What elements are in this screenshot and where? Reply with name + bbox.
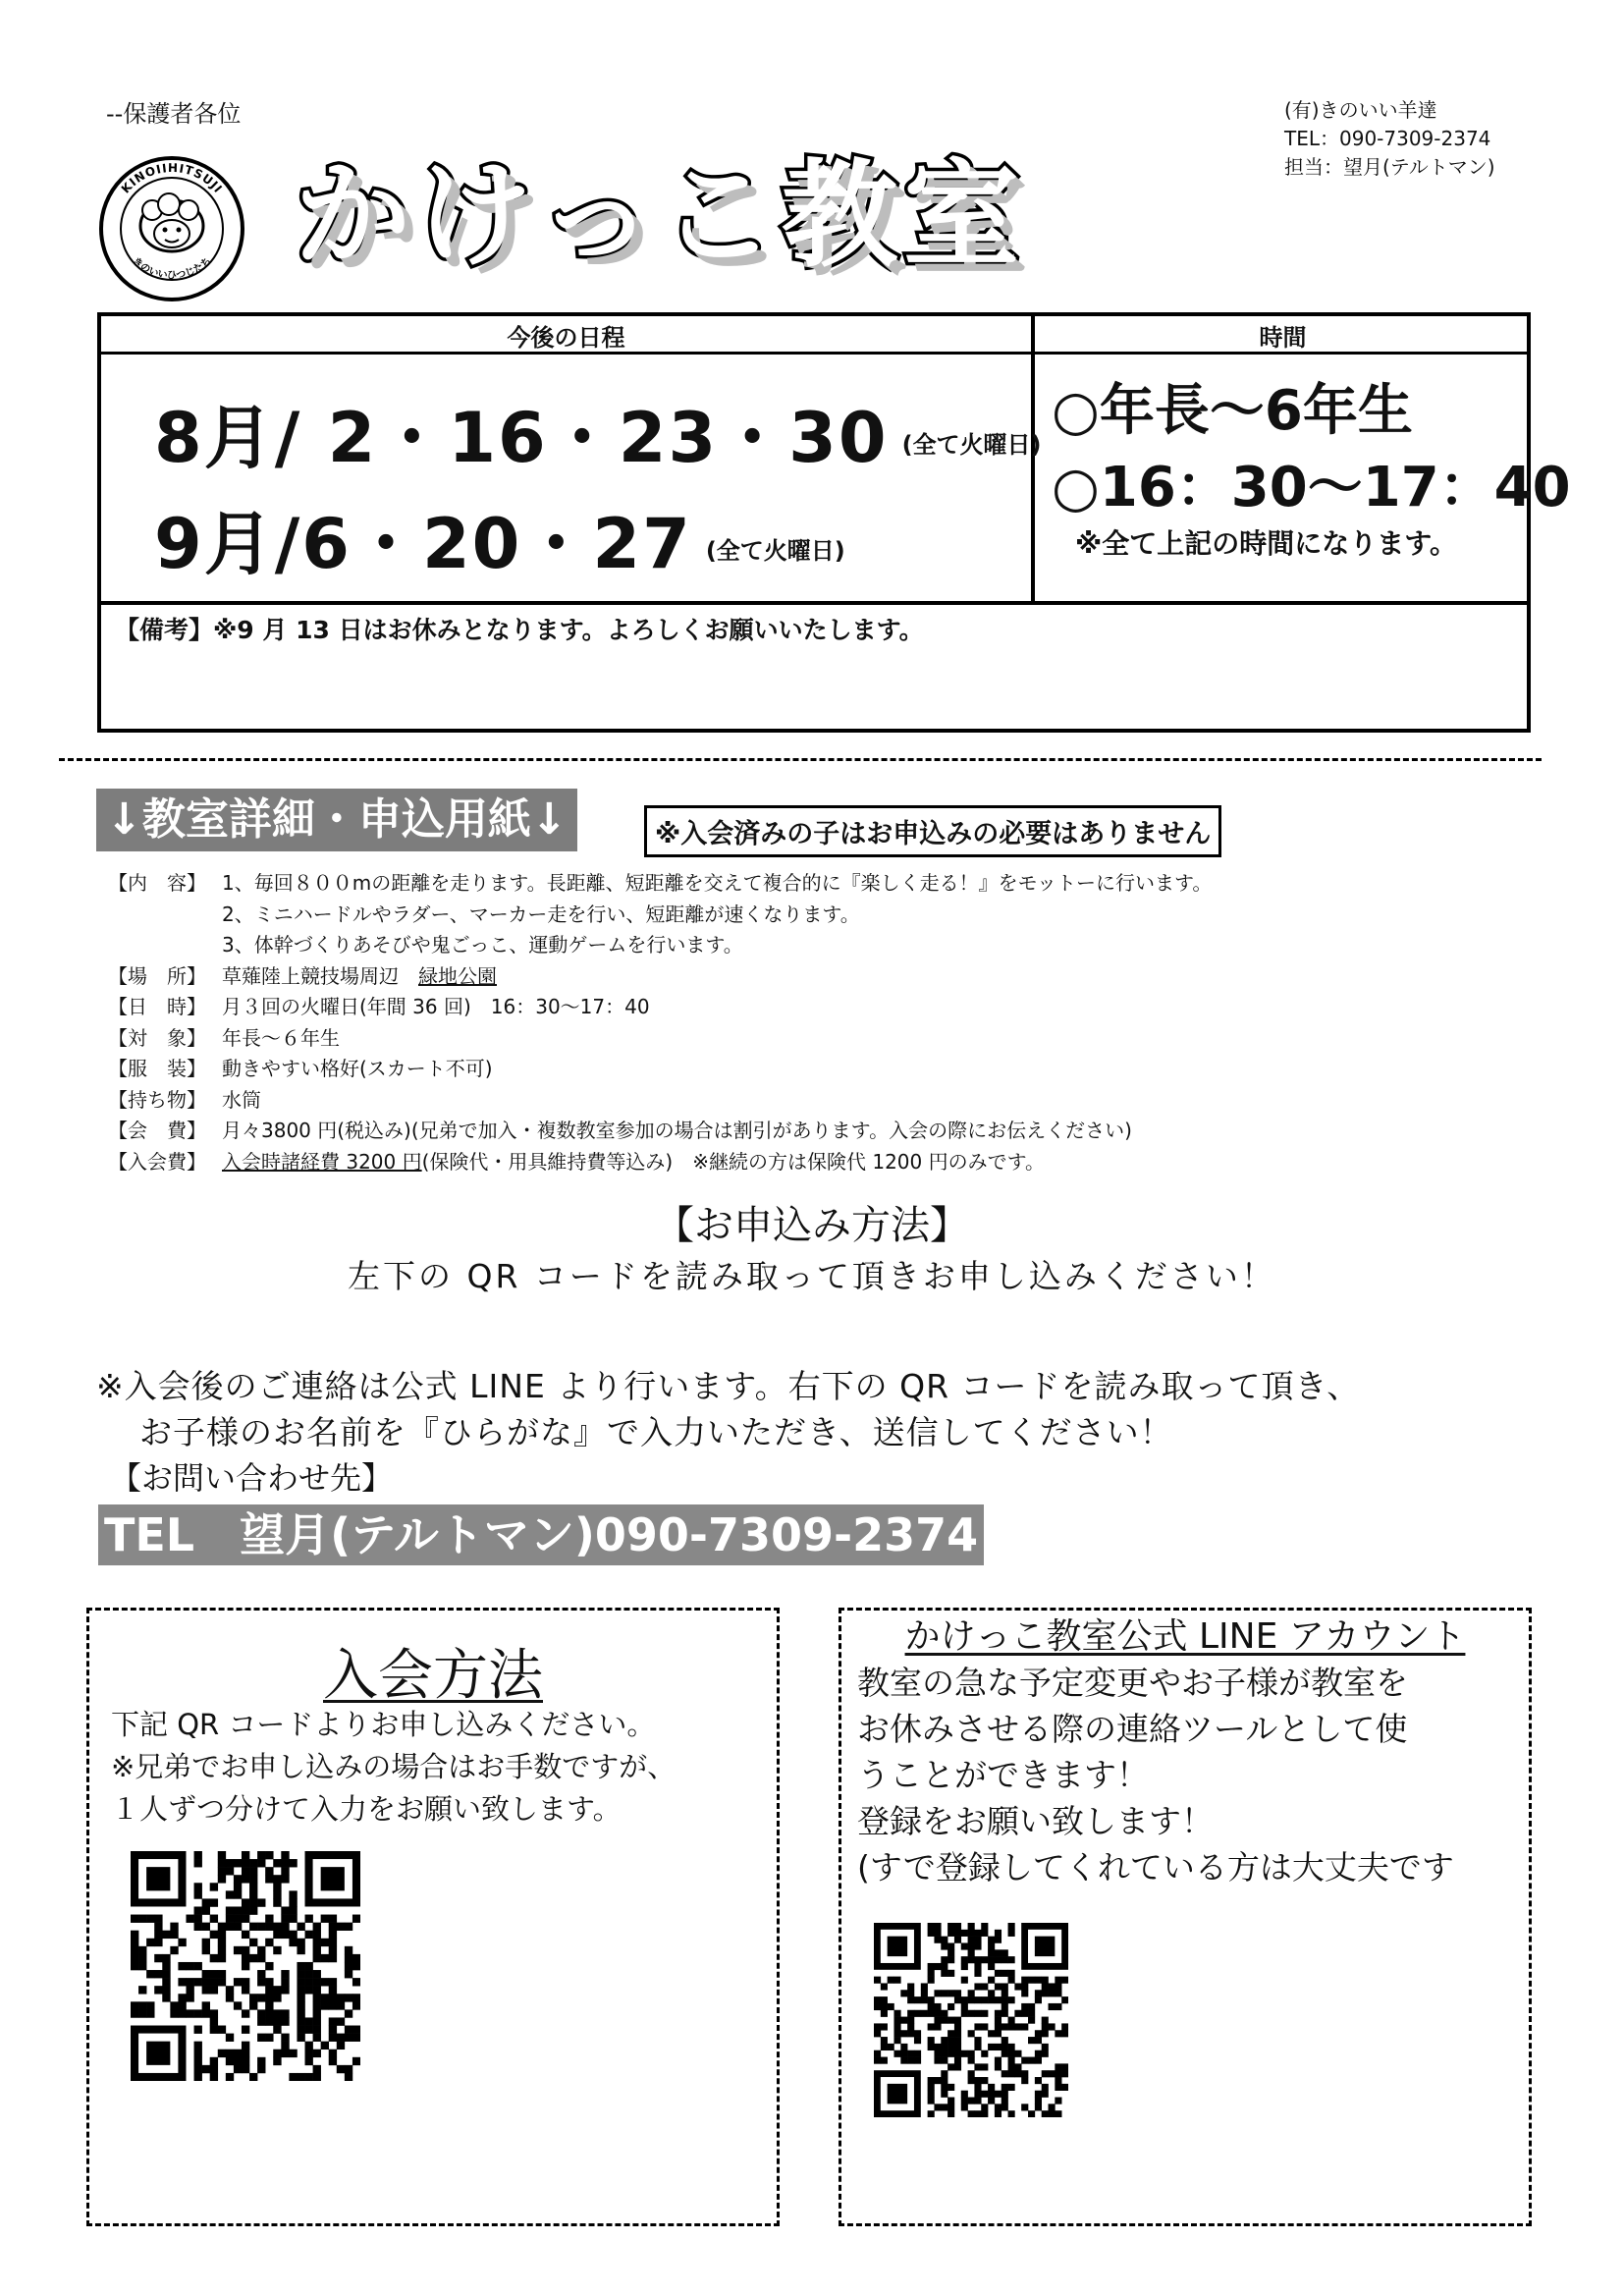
company-person: 担当：望月(テルトマン) [1284, 155, 1495, 179]
cut-line [59, 758, 1542, 761]
september-dates-text: 9月/6・20・27 [154, 504, 692, 584]
detail-content-2: 2、ミニハードルやラダー、マーカー走を行い、短距離が速くなります。 [222, 902, 860, 926]
line-account-title: かけっこ教室公式 LINE アカウント [904, 1616, 1466, 1657]
september-dates [154, 489, 845, 588]
company-tel: TEL：090-7309-2374 [1284, 127, 1491, 150]
svg-text:KINOIIHITSUJI: KINOIIHITSUJI [118, 160, 226, 196]
company-name: (有)きのいい羊達 [1284, 98, 1437, 122]
line-qr-code[interactable] [874, 1923, 1068, 2117]
line-note-2: お子様のお名前を『ひらがな』で入力いただき、送信してください！ [139, 1413, 1173, 1451]
grade-range: ○年長～6年生 [1052, 379, 1413, 443]
contact-tel: TEL 望月(テルトマン)090-7309-2374 [98, 1504, 984, 1565]
august-note: (全て火曜日) [901, 431, 1042, 460]
line-account-text: 教室の急な予定変更やお子様が教室を お休みさせる際の連絡ツールとして使 うことができます！ 登録をお願い致します！ (すで登録してくれている方は大丈夫です [857, 1664, 1454, 1886]
detail-list [108, 868, 1212, 1177]
schedule-table [97, 312, 1571, 733]
main-title: かけっこ教室 [295, 147, 1026, 283]
join-title: 入会方法 [323, 1644, 543, 1708]
detail-fee: 【会 費】 月々3800 円(税込み)(兄弟で加入・複数教室参加の場合は割引があります。入会の際にお伝えください) [108, 1119, 1132, 1142]
time-header: 時間 [1259, 324, 1307, 352]
detail-clothing: 【服 装】 動きやすい格好(スカート不可) [108, 1057, 493, 1080]
detail-place: 【場 所】 草薙陸上競技場周辺 緑地公園 [108, 963, 497, 988]
company-info [1284, 96, 1495, 182]
september-note: (全て火曜日) [705, 537, 845, 566]
detail-content-3: 3、体幹づくりあそびや鬼ごっこ、運動ゲームを行います。 [222, 933, 743, 957]
august-dates [154, 383, 1042, 482]
line-note-1: ※入会後のご連絡は公式 LINE より行います。右下の QR コードを読み取って頂き、 [96, 1367, 1361, 1405]
detail-entry-fee: 【入会費】 入会時諸経費 3200 円(保険代・用具維持費等込み) ※継続の方は保険代 1200 円のみです。 [108, 1149, 1046, 1174]
detail-content-1: 【内 容】 1、毎回８００mの距離を走ります。長距離、短距離を交えて複合的に『楽しく走る！』をモットーに行います。 [108, 871, 1213, 895]
join-qr-code[interactable] [131, 1851, 360, 2081]
dates-header: 今後の日程 [507, 324, 625, 352]
detail-target: 【対 象】 年長～６年生 [108, 1025, 340, 1050]
details-banner: ↓教室詳細・申込用紙↓ [96, 789, 577, 851]
line-account-box [839, 1608, 1532, 2226]
time-note: ※全て上記の時間になります。 [1075, 527, 1457, 560]
sheep-logo [98, 155, 245, 302]
svg-text:きのいいひつじたち: きのいいひつじたち [130, 255, 214, 282]
detail-belongings: 【持ち物】 水筒 [108, 1087, 261, 1112]
detail-datetime: 【日 時】 月３回の火曜日(年間 36 回) 16：30～17：40 [108, 995, 650, 1018]
august-dates-text: 8月/ 2・16・23・30 [154, 398, 889, 478]
no-need-notice: ※入会済みの子はお申込みの必要はありません [644, 805, 1221, 857]
apply-heading: 【お申込み方法】 [655, 1203, 969, 1248]
remarks: 【備考】※9 月 13 日はお休みとなります。よろしくお願いいたします。 [115, 616, 924, 644]
time-range: ○16：30～17：40 [1052, 456, 1571, 519]
join-instructions: 下記 QR コードよりお申し込みください。 ※兄弟でお申し込みの場合はお手数ですが、 １人ずつ分けて入力をお願い致します。 [111, 1708, 677, 1826]
contact-label: 【お問い合わせ先】 [110, 1459, 394, 1497]
apply-instructions: 左下の QR コードを読み取って頂きお申し込みください！ [348, 1257, 1276, 1295]
addressee: --保護者各位 [106, 100, 242, 128]
join-method-box [86, 1608, 780, 2226]
